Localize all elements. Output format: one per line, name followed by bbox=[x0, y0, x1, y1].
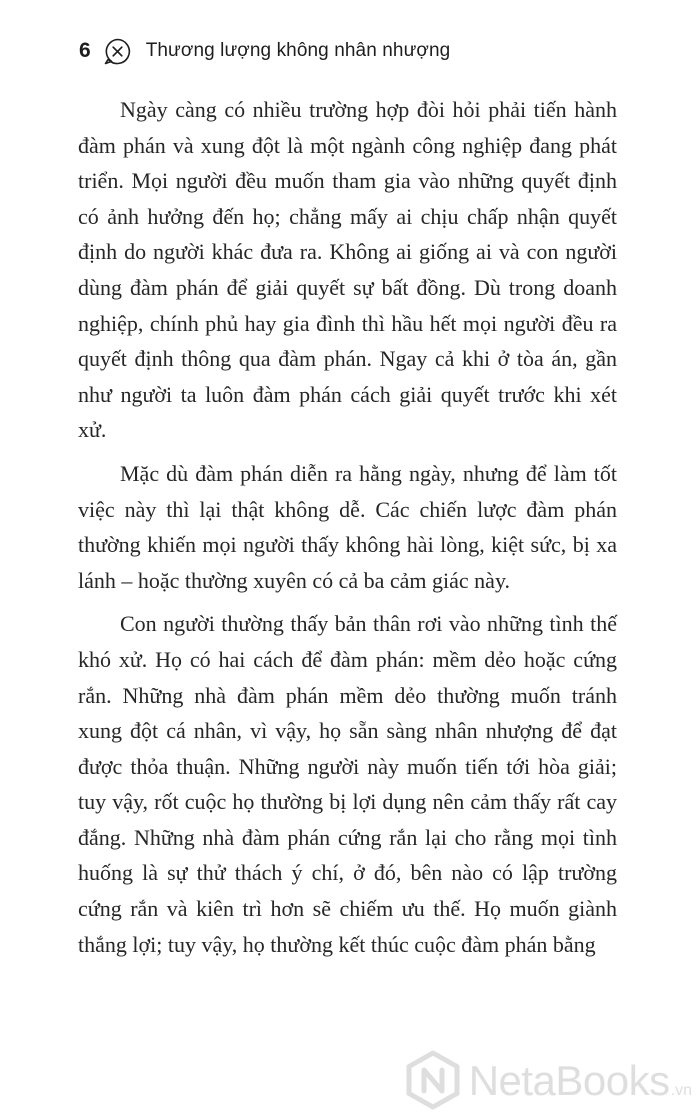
running-title: Thương lượng không nhân nhượng bbox=[145, 40, 451, 61]
paragraph-3: Con người thường thấy bản thân rơi vào những tình thế khó xử. Họ có hai cách để đàm phán: mềm dẻo hoặc cứng rắn. Những nhà đàm phán mềm dẻo thường muốn tránh xung đột cá nhân, vì vậy, họ sẵn sàng nhân nhượng để đạt được thỏa thuận. Những người này muốn tiến tới hòa giải; tuy vậy, rốt cuộc họ thường bị lợi dụng nên cảm thấy rất cay đắng. Những nhà đàm phán cứng rắn lại cho rằng mọi tình huống là sự thử thách ý chí, ở đó, bên nào có lập trường cứng rắn và kiên trì hơn sẽ chiếm ưu thế. Họ muốn giành thắng lợi; tuy vậy, họ thường kết thúc cuộc đàm phán bằng bbox=[78, 611, 617, 957]
paragraph-1: Ngày càng có nhiều trường hợp đòi hỏi phải tiến hành đàm phán và xung đột là một ngành công nghiệp đang phát triển. Mọi người đều muốn tham gia vào những quyết định có ảnh hưởng đến họ; chẳng mấy ai chịu chấp nhận quyết định do người khác đưa ra. Không ai giống ai và con người dùng đàm phán để giải quyết sự bất đồng. Dù trong doanh nghiệp, chính phủ hay gia đình thì hầu hết mọi người đều ra quyết định thông qua đàm phán. Ngay cả khi ở tòa án, gần như người ta luôn đàm phán cách giải quyết trước khi xét xử. bbox=[78, 97, 617, 443]
netabooks-logo-icon bbox=[403, 1050, 463, 1110]
watermark bbox=[403, 1050, 692, 1110]
body-text bbox=[78, 92, 617, 970]
watermark-suffix: .vn bbox=[670, 1082, 692, 1099]
page-header bbox=[79, 34, 450, 68]
page-number: 6 bbox=[79, 39, 91, 62]
paragraph-2: Mặc dù đàm phán diễn ra hằng ngày, nhưng để làm tốt việc này thì lại thật không dễ. Các chiến lược đàm phán thường khiến mọi người thấy không hài lòng, kiệt sức, bị xa lánh – hoặc thường xuyên có cả ba cảm giác này. bbox=[78, 460, 617, 593]
x-speech-bubble-icon bbox=[103, 37, 132, 66]
watermark-text: NetaBooks bbox=[468, 1057, 670, 1104]
